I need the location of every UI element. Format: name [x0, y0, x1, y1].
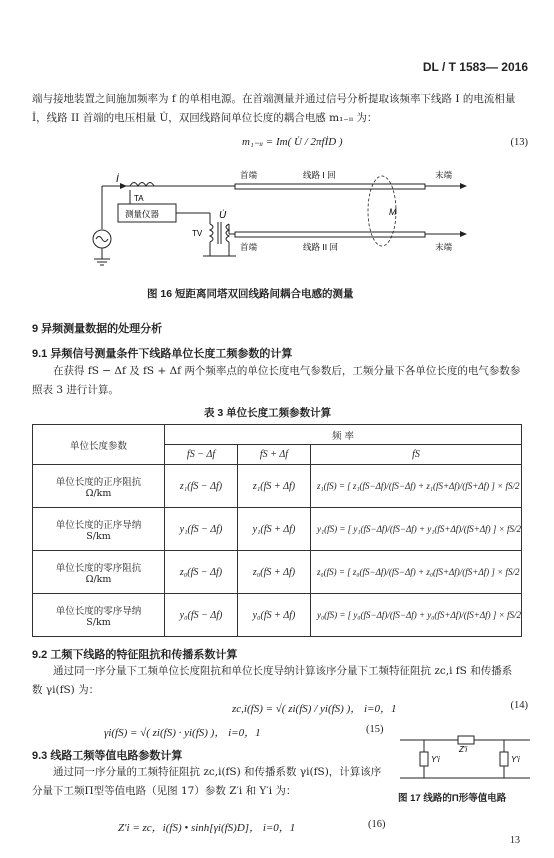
section-9-1-title: 9.1 异频信号测量条件下线路单位长度工频参数的计算 — [32, 348, 293, 360]
end-top-label: 末端 — [435, 170, 453, 180]
instrument-label: 测量仪器 — [125, 209, 160, 219]
formula-14: zc,i(fS) = √( zi(fS) / yi(fS) )， i=0，1 — [232, 703, 397, 715]
line-2-conductor — [235, 232, 425, 237]
formula-15: γi(fS) = √( zi(fS) · yi(fS) )， i=0，1 — [104, 727, 261, 739]
standard-id: DL / T 1583— 2016 — [422, 60, 528, 74]
admittance-right-element — [500, 752, 508, 766]
tv-label: TV — [192, 229, 203, 238]
cell: z₀(fS + Δf) — [238, 551, 311, 594]
eq-number-16: (16) — [368, 819, 386, 830]
impedance-element — [458, 736, 474, 744]
page-number: 13 — [510, 835, 520, 846]
table-3-title: 表 3 单位长度工频参数计算 — [204, 407, 332, 419]
row-param-unit: Ω/km — [85, 573, 112, 585]
param-header: 单位长度参数 — [33, 425, 165, 465]
voltage-label: U̇ — [219, 210, 227, 221]
start-bottom-label: 首端 — [240, 242, 258, 252]
cell: y₀(fS + Δf) — [238, 594, 311, 637]
row-param-name: 单位长度的正序阻抗 — [55, 476, 142, 488]
formula-13: m₁₋ᵢᵢ = Im( U̇ / 2πfİD ) — [242, 136, 343, 148]
line-1-label: 线路 I 回 — [303, 170, 336, 180]
voltage-transformer-icon — [210, 224, 213, 242]
eq-number-15: (15) — [366, 724, 384, 735]
ta-label: TA — [134, 194, 144, 203]
row-param-unit: S/km — [86, 530, 111, 542]
y-right-label: Y′i — [511, 755, 520, 764]
line-1-conductor — [235, 184, 425, 189]
formula-16: Z′i = zc，i(fS) • sinh[γi(fS)D]， i=0，1 — [118, 822, 296, 834]
section-9-1-body: 在获得 fS − Δf 及 fS + Δf 两个频率点的单位长度电气参数后，工频分量下各单位长度的电气参数参照表 3 进行计算。 — [32, 365, 521, 396]
cell-formula: z₁(fS) = [ z₁(fS−Δf)/(fS−Δf) + z₁(fS+Δf)/(fS+Δf) ] × fS/2 — [310, 465, 521, 508]
z-label: Z′i — [459, 745, 468, 754]
current-transformer-icon — [130, 183, 154, 187]
row-param-unit: S/km — [86, 616, 111, 628]
table-row — [33, 465, 522, 508]
row-param-unit: Ω/km — [85, 487, 112, 499]
cell-formula: y₁(fS) = [ y₁(fS−Δf)/(fS−Δf) + y₁(fS+Δf)/(fS+Δf) ] × fS/2 — [310, 508, 521, 551]
intro-line-2: İ，线路 II 首端的电压相量 U̇，双回线路间单位长度的耦合电感 m₁₋ᵢᵢ 为： — [32, 112, 378, 124]
cell: z₀(fS − Δf) — [165, 551, 238, 594]
figure-17-caption: 图 17 线路的Π形等值电路 — [398, 793, 507, 804]
cell: y₁(fS − Δf) — [165, 508, 238, 551]
y-left-label: Y′i — [431, 755, 440, 764]
cell: y₀(fS − Δf) — [165, 594, 238, 637]
figure-16-diagram — [90, 164, 490, 274]
figure-16-caption: 图 16 短距离同塔双回线路间耦合电感的测量 — [147, 288, 354, 300]
start-top-label: 首端 — [240, 170, 258, 180]
row-param-name: 单位长度的零序阻抗 — [55, 562, 142, 574]
cell: y₁(fS + Δf) — [238, 508, 311, 551]
table-row — [33, 508, 522, 551]
admittance-left-element — [420, 752, 428, 766]
section-9-title: 9 异频测量数据的处理分析 — [32, 323, 163, 335]
section-9-3-title: 9.3 线路工频等值电路参数计算 — [32, 750, 183, 762]
col-header: fS + Δf — [238, 445, 311, 465]
eq-number-13: (13) — [510, 137, 528, 148]
col-header: fS − Δf — [165, 445, 238, 465]
freq-header: 频 率 — [165, 425, 522, 445]
mutual-label: M — [389, 207, 397, 217]
table-3 — [32, 424, 522, 637]
end-bottom-label: 末端 — [435, 242, 453, 252]
section-9-2-title: 9.2 工频下线路的特征阻抗和传播系数计算 — [32, 649, 238, 661]
section-9-3-body: 通过同一序分量的工频特征阻抗 zc,i(fS) 和传播系数 γi(fS)，计算该序分量下工频Π型等值电路（见图 17）参数 Z′i 和 Y′i 为： — [32, 766, 382, 797]
col-header: fS — [310, 445, 521, 465]
figure-17-diagram — [400, 730, 530, 786]
cell-formula: z₀(fS) = [ z₀(fS−Δf)/(fS−Δf) + z₀(fS+Δf)/(fS+Δf) ] × fS/2 — [310, 551, 521, 594]
cell: z₁(fS − Δf) — [165, 465, 238, 508]
cell-formula: y₀(fS) = [ y₀(fS−Δf)/(fS−Δf) + y₀(fS+Δf)/(fS+Δf) ] × fS/2 — [310, 594, 521, 637]
cell: z₁(fS + Δf) — [238, 465, 311, 508]
line-2-label: 线路 II 回 — [303, 242, 338, 252]
table-row — [33, 551, 522, 594]
section-9-2-body: 通过同一序分量下工频单位长度阻抗和单位长度导纳计算该序分量下工频特征阻抗 zc,i fS 和传播系数 γi(fS) 为： — [32, 665, 513, 696]
row-param-name: 单位长度的零序导纳 — [55, 605, 142, 617]
intro-line-1: 端与接地装置之间施加频率为 f 的单相电源。在首端测量并通过信号分析提取该频率下线路 I 的电流相量 — [32, 93, 516, 105]
row-param-name: 单位长度的正序导纳 — [55, 519, 142, 531]
table-row — [33, 594, 522, 637]
current-label: İ — [116, 174, 119, 185]
eq-number-14: (14) — [510, 700, 528, 711]
